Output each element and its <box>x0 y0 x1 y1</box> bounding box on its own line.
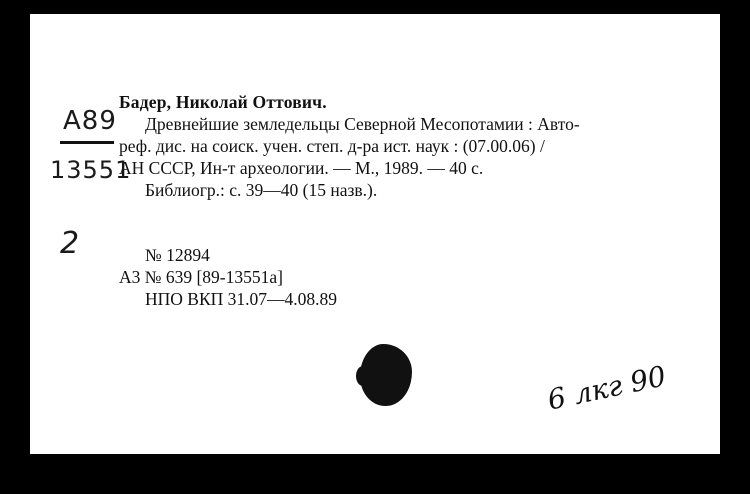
handwritten-mark: 2 <box>60 226 80 261</box>
bibliographic-description <box>119 113 699 201</box>
title-line-1: Древнейшие земледельцы Северной Месопотамии : Авто- <box>145 114 580 134</box>
author-heading: Бадер, Николай Оттович. <box>119 92 327 112</box>
call-number-bottom: 13551 <box>50 156 132 184</box>
title-line-2: реф. дис. на соиск. учен. степ. д-ра ист. наук : (07.00.06) / <box>119 136 545 156</box>
handwritten-signature: 6 лкг 90 <box>544 359 669 417</box>
record-number: № 12894 <box>145 245 210 265</box>
title-line-3: АН СССР, Ин-т археологии. — М., 1989. — 40 с. <box>119 158 484 178</box>
call-number-divider <box>60 141 114 144</box>
registration-number: А3 № 639 [89-13551а] <box>119 267 283 287</box>
call-number-top: A89 <box>63 106 117 136</box>
npo-stamp: НПО ВКП 31.07—4.08.89 <box>145 289 338 309</box>
registration-block <box>119 244 337 310</box>
ink-blot-small <box>356 366 370 386</box>
catalog-card <box>30 14 720 454</box>
bibliography-note: Библиогр.: с. 39—40 (15 назв.). <box>145 180 378 200</box>
